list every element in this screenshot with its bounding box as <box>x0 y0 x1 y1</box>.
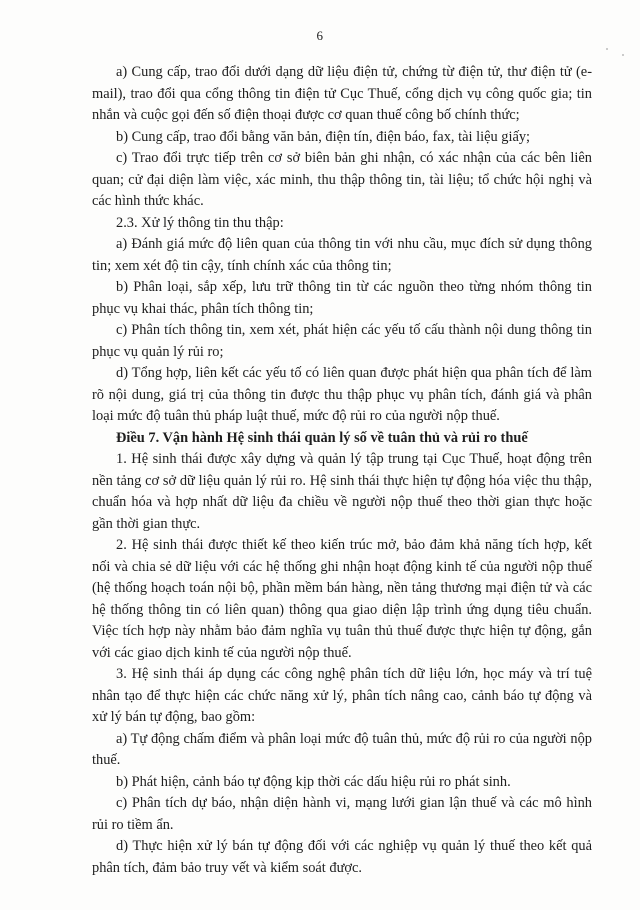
page-number: 6 <box>316 28 324 43</box>
paragraph: 2. Hệ sinh thái được thiết kế theo kiến trúc mở, bảo đảm khả năng tích hợp, kết nối và chia sẻ dữ liệu với các hệ thống ghi nhận hoạt động kinh tế của người nộp thuế (hệ thống hoạch toán nội bộ, phần mềm bán hàng, nền tảng thương mại điện tử và các hệ thống thông tin có liên quan) thông qua giao diện lập trình ứng dụng tiêu chuẩn. Việc tích hợp này nhằm bảo đảm nghĩa vụ tuân thủ thuế được thực hiện tự động, gắn với các giao dịch kinh tế của người nộp thuế. <box>92 537 592 661</box>
document-body <box>92 62 592 879</box>
paragraph: b) Phát hiện, cảnh báo tự động kịp thời các dấu hiệu rủi ro phát sinh. <box>116 773 511 790</box>
paragraph: a) Cung cấp, trao đổi dưới dạng dữ liệu điện tử, chứng từ điện tử, thư điện tử (e-mail), trao đổi qua cổng thông tin điện tử Cục Thuế, cổng dịch vụ công quốc gia; tin nhắn và cuộc gọi đến số điện thoại được cơ quan thuế công bố chính thức; <box>92 64 592 123</box>
paragraph: 2.3. Xử lý thông tin thu thập: <box>116 214 284 231</box>
scan-speck <box>622 54 624 56</box>
paragraph: b) Cung cấp, trao đổi bằng văn bản, điện tín, điện báo, fax, tài liệu giấy; <box>116 128 531 145</box>
paragraph: 1. Hệ sinh thái được xây dựng và quản lý tập trung tại Cục Thuế, hoạt động trên nền tảng cơ sở dữ liệu quản lý rủi ro. Hệ sinh thái thực hiện tự động hóa việc thu thập, chuẩn hóa và hợp nhất dữ liệu đa chiều về người nộp thuế theo thời gian thực hoặc gần thời gian thực. <box>92 451 592 532</box>
paragraph: a) Đánh giá mức độ liên quan của thông tin với nhu cầu, mục đích sử dụng thông tin; xem xét độ tin cậy, tính chính xác của thông tin; <box>92 236 592 274</box>
paragraph: c) Phân tích thông tin, xem xét, phát hiện các yếu tố cấu thành nội dung thông tin phục vụ quản lý rủi ro; <box>92 322 592 360</box>
scan-speck <box>606 48 608 50</box>
paragraph: d) Tổng hợp, liên kết các yếu tố có liên quan được phát hiện qua phân tích để làm rõ nội dung, giá trị của thông tin được thu thập phục vụ phân tích, đánh giá và phân loại mức độ tuân thủ pháp luật thuế, mức độ rủi ro của người nộp thuế. <box>92 365 592 424</box>
article-heading: Điều 7. Vận hành Hệ sinh thái quản lý số về tuân thủ và rủi ro thuế <box>116 429 528 446</box>
paragraph: 3. Hệ sinh thái áp dụng các công nghệ phân tích dữ liệu lớn, học máy và trí tuệ nhân tạo để thực hiện các chức năng xử lý, phân tích nâng cao, cảnh báo tự động và xử lý bán tự động, bao gồm: <box>92 666 592 725</box>
paragraph: c) Trao đổi trực tiếp trên cơ sở biên bản ghi nhận, có xác nhận của các bên liên quan; cử đại diện làm việc, xác minh, thu thập thông tin, tài liệu; tổ chức hội nghị và các hình thức khác. <box>92 150 592 209</box>
paragraph: a) Tự động chấm điểm và phân loại mức độ tuân thủ, mức độ rủi ro của người nộp thuế. <box>92 730 592 768</box>
paragraph: c) Phân tích dự báo, nhận diện hành vi, mạng lưới gian lận thuế và các mô hình rủi ro tiềm ẩn. <box>92 795 592 833</box>
paragraph: b) Phân loại, sắp xếp, lưu trữ thông tin từ các nguồn theo từng nhóm thông tin phục vụ khai thác, phân tích thông tin; <box>92 279 592 317</box>
paragraph: d) Thực hiện xử lý bán tự động đối với các nghiệp vụ quản lý thuế theo kết quả phân tích, đảm bảo truy vết và kiểm soát được. <box>92 838 592 876</box>
